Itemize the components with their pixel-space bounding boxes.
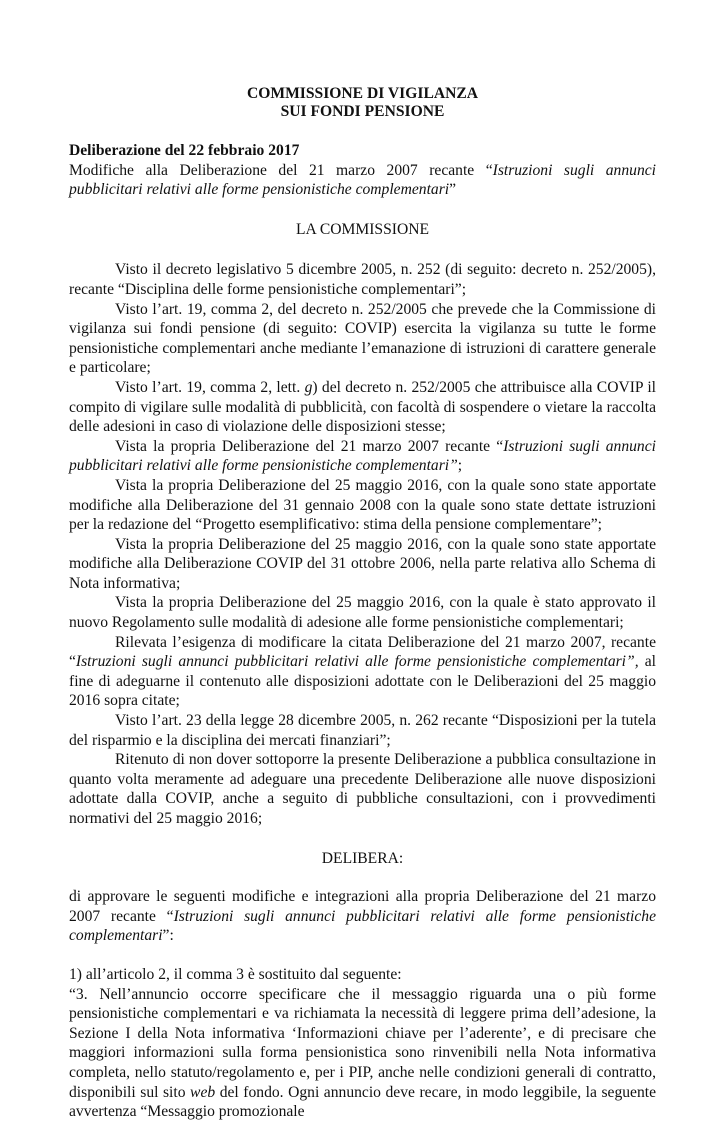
- recital-suffix: al fine di adeguarne il contenuto alle disposizioni adottate con le Deliberazioni del 25 maggio 2016 sopra citate;: [69, 653, 656, 710]
- commission-title: LA COMMISSIONE: [296, 220, 429, 238]
- article-body-suffix: del fondo. Ogni annuncio deve recare, in modo leggibile, la seguente avvertenza “Messaggio promozionale: [69, 1083, 657, 1121]
- deliberation-date: Deliberazione del 22 febbraio 2017: [69, 142, 300, 159]
- recital-paragraph: Visto l’art. 23 della legge 28 dicembre 2005, n. 262 recante “Disposizioni per la tutela del risparmio e la disciplina dei mercati finanziari”;: [69, 712, 656, 749]
- article-body-prefix: “3. Nell’annuncio occorre specificare che il messaggio riguarda una o più forme pensionistiche complementari e va richiamata la necessità di leggere prima dell’adesione, la Sezione I della Nota informativa ‘Informazioni chiave per l’aderente’, e di precisare che maggiori informazioni sulla forma pensionistica sono rinvenibili nella Nota informativa completa, nello statuto/regolamento e, per i PIP, anche nelle condizioni generali di contratto, disponibili sul sito: [69, 985, 656, 1101]
- delibera-title: DELIBERA:: [321, 849, 404, 867]
- subject-italic: Istruzioni sugli annunci pubblicitari relativi alle forme pensionistiche complementari: [69, 161, 656, 199]
- recital-paragraph: [69, 633, 656, 711]
- recital-italic: Istruzioni sugli annunci pubblicitari relativi alle forme pensionistiche complementari”: [69, 437, 656, 475]
- approval-suffix: ”:: [162, 927, 174, 945]
- approval-paragraph: [69, 887, 656, 946]
- recital-suffix: ;: [457, 457, 463, 475]
- recital-paragraph: Ritenuto di non dover sottoporre la presente Deliberazione a pubblica consultazione in quanto volta meramente ad adeguare una precedente Deliberazione alle nuove disposizioni adottate dalla COVIP, anche a seguito di pubbliche consultazioni, con i provvedimenti normativi del 25 maggio 2016;: [69, 751, 656, 827]
- subject-suffix: ”: [449, 181, 457, 199]
- subject-prefix: Modifiche alla Deliberazione del 21 marzo 2007 recante “: [69, 161, 493, 179]
- recital-suffix: ) del decreto n. 252/2005 che attribuisce alla COVIP il compito di vigilare sulle modalità di pubblicità, con facoltà di sospendere o vietare la raccolta delle adesioni in caso di violazione delle disposizioni stesse;: [69, 378, 656, 436]
- recital-paragraph: Vista la propria Deliberazione del 25 maggio 2016, con la quale è stato approvato il nuovo Regolamento sulle modalità di adesione alle forme pensionistiche complementari;: [69, 594, 656, 632]
- header-line-1: COMMISSIONE DI VIGILANZA: [246, 85, 479, 102]
- recital-prefix: Rilevata l’esigenza di modificare la citata Deliberazione del 21 marzo 2007, recante “: [69, 633, 656, 671]
- recital-paragraph: Visto l’art. 19, comma 2, del decreto n. 252/2005 che prevede che la Commissione di vigilanza sui fondi pensione (di seguito: COVIP) esercita la vigilanza su tutte le forme pensionistiche complementari anche mediante l’emanazione di istruzioni di carattere generale e particolare;: [69, 300, 656, 377]
- deliberation-subject: [69, 161, 656, 200]
- recital-prefix: Visto l’art. 19, comma 2, lett.: [115, 378, 305, 396]
- recital-prefix: Vista la propria Deliberazione del 21 marzo 2007 recante “: [115, 437, 504, 455]
- header-line-2: SUI FONDI PENSIONE: [280, 103, 445, 120]
- article-body-italic: web: [190, 1083, 216, 1101]
- approval-prefix: di approvare le seguenti modifiche e integrazioni alla propria Deliberazione del 21 marzo 2007 recante “: [69, 888, 656, 925]
- document-header: [69, 85, 656, 121]
- recital-italic: g: [304, 378, 313, 396]
- recital-paragraph: [69, 378, 656, 437]
- recital-paragraph: Vista la propria Deliberazione del 25 maggio 2016, con la quale sono state apportate modifiche alla Deliberazione COVIP del 31 ottobre 2006, nella parte relativa allo Schema di Nota informativa;: [69, 535, 656, 592]
- approval-italic: Istruzioni sugli annunci pubblicitari relativi alle forme pensionistiche complementari: [69, 907, 657, 945]
- recital-paragraph: Vista la propria Deliberazione del 25 maggio 2016, con la quale sono state apportate modifiche alla Deliberazione del 31 gennaio 2008 con la quale sono state dettate istruzioni per la redazione del “Progetto esemplificativo: stima della pensione complementare”;: [69, 476, 656, 534]
- recital-paragraph: [69, 437, 656, 476]
- spacer: [69, 946, 656, 965]
- article-body: [69, 985, 656, 1122]
- article-heading: 1) all’articolo 2, il comma 3 è sostituito dal seguente:: [69, 965, 402, 983]
- recital-paragraph: Visto il decreto legislativo 5 dicembre 2005, n. 252 (di seguito: decreto n. 252/2005), recante “Disciplina delle forme pensionistiche complementari”;: [69, 261, 656, 298]
- recital-italic: Istruzioni sugli annunci pubblicitari relativi alle forme pensionistiche complementari”,: [75, 653, 639, 671]
